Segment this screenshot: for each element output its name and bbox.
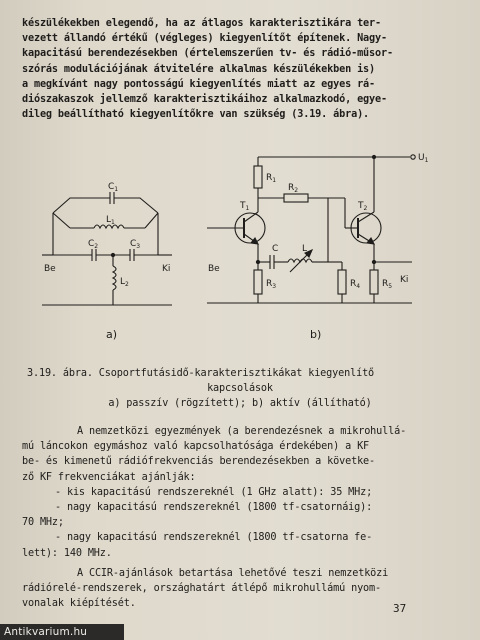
l2-label: $L_2$ — [120, 277, 129, 288]
text-line: készülékekben elegendő, ha az átlagos karakterisztikára ter- — [22, 18, 382, 29]
text-line: A nemzetközi egyezmények (a berendezésnek a mikrohullá- — [77, 426, 407, 437]
caption-line: 3.19. ábra. Csoportfutásidő-karakterisztikákat kiegyenlítő — [27, 368, 375, 379]
text-line: ző KF frekvenciákat ajánlják: — [22, 471, 196, 483]
t2-label: $T_2$ — [358, 201, 368, 212]
text-line: be- és kimenetű rádiófrekvenciás berendezésekben a követke- — [22, 456, 376, 468]
passive-equalizer-circuit — [42, 182, 172, 341]
paragraph-ccir — [0, 566, 480, 612]
figure-3-19-circuits — [0, 140, 480, 350]
l-label: L — [302, 244, 308, 254]
text-line: 70 MHz; — [22, 517, 64, 529]
input-label: Be — [208, 264, 220, 274]
watermark-logo: Antikvarium.hu — [0, 624, 124, 640]
c2-label: $C_2$ — [88, 239, 99, 250]
text-line: A CCIR-ajánlások betartása lehetővé teszi nemzetközi — [77, 568, 389, 579]
r2-label: $R_2$ — [288, 183, 299, 194]
list-item: - nagy kapacitású rendszereknél (1800 tf-csatorna fe- — [55, 532, 373, 544]
r5-label: $R_5$ — [382, 279, 393, 290]
output-label: Ki — [400, 275, 409, 285]
r1-label: $R_1$ — [266, 173, 277, 184]
input-label: Be — [44, 264, 56, 274]
l1-label: $L_1$ — [106, 215, 115, 226]
text-line: mú láncokon egymáshoz való kapcsolhatósága érdekében) a KF — [22, 441, 370, 453]
r3-label: $R_3$ — [266, 279, 277, 290]
text-line: lett): 140 MHz. — [22, 547, 112, 559]
c1-label: $C_1$ — [108, 182, 119, 193]
page-number: 37 — [393, 602, 407, 615]
text-line: diószakaszok jellemző karakterisztikáihoz alkalmazkodó, egye- — [22, 94, 387, 106]
u1-label: $U_1$ — [418, 153, 429, 164]
active-equalizer-circuit — [207, 153, 429, 341]
text-line: szórás modulációjának átvitelére alkalmas készülékekben is) — [22, 63, 376, 75]
panel-a-label: a) — [106, 328, 118, 341]
list-item: - kis kapacitású rendszereknél (1 GHz alatt): 35 MHz; — [55, 486, 373, 498]
c-label: C — [272, 244, 279, 254]
panel-b-label: b) — [310, 328, 322, 341]
text-line: kapacitású berendezésekben (értelemszerűen tv- és rádió-műsor- — [22, 48, 393, 60]
text-line: a megkívánt nagy pontosságú kiegyenlítés miatt az egyes rá- — [22, 78, 376, 90]
paragraph-equalizer-intro — [0, 16, 480, 122]
text-line: vonalak kiépítését. — [22, 598, 136, 610]
figure-caption — [0, 366, 480, 411]
text-line: dileg beállítható kiegyenlítőkre van szükség (3.19. ábra). — [22, 109, 370, 121]
output-label: Ki — [162, 264, 171, 274]
caption-line: a) passzív (rögzített); b) aktív (állítható) — [108, 398, 372, 409]
list-item: - nagy kapacitású rendszereknél (1800 tf-csatornáig): — [55, 502, 373, 514]
paragraph-if-frequencies — [0, 424, 480, 561]
caption-line: kapcsolások — [207, 383, 273, 394]
text-line: rádiórelé-rendszerek, országhatárt átlépő mikrohullámú nyom- — [22, 583, 382, 595]
t1-label: $T_1$ — [240, 201, 250, 212]
r4-label: $R_4$ — [350, 279, 361, 290]
text-line: vezett állandó értékű (végleges) kiegyenlítőt építenek. Nagy- — [22, 33, 387, 45]
c3-label: $C_3$ — [130, 239, 141, 250]
